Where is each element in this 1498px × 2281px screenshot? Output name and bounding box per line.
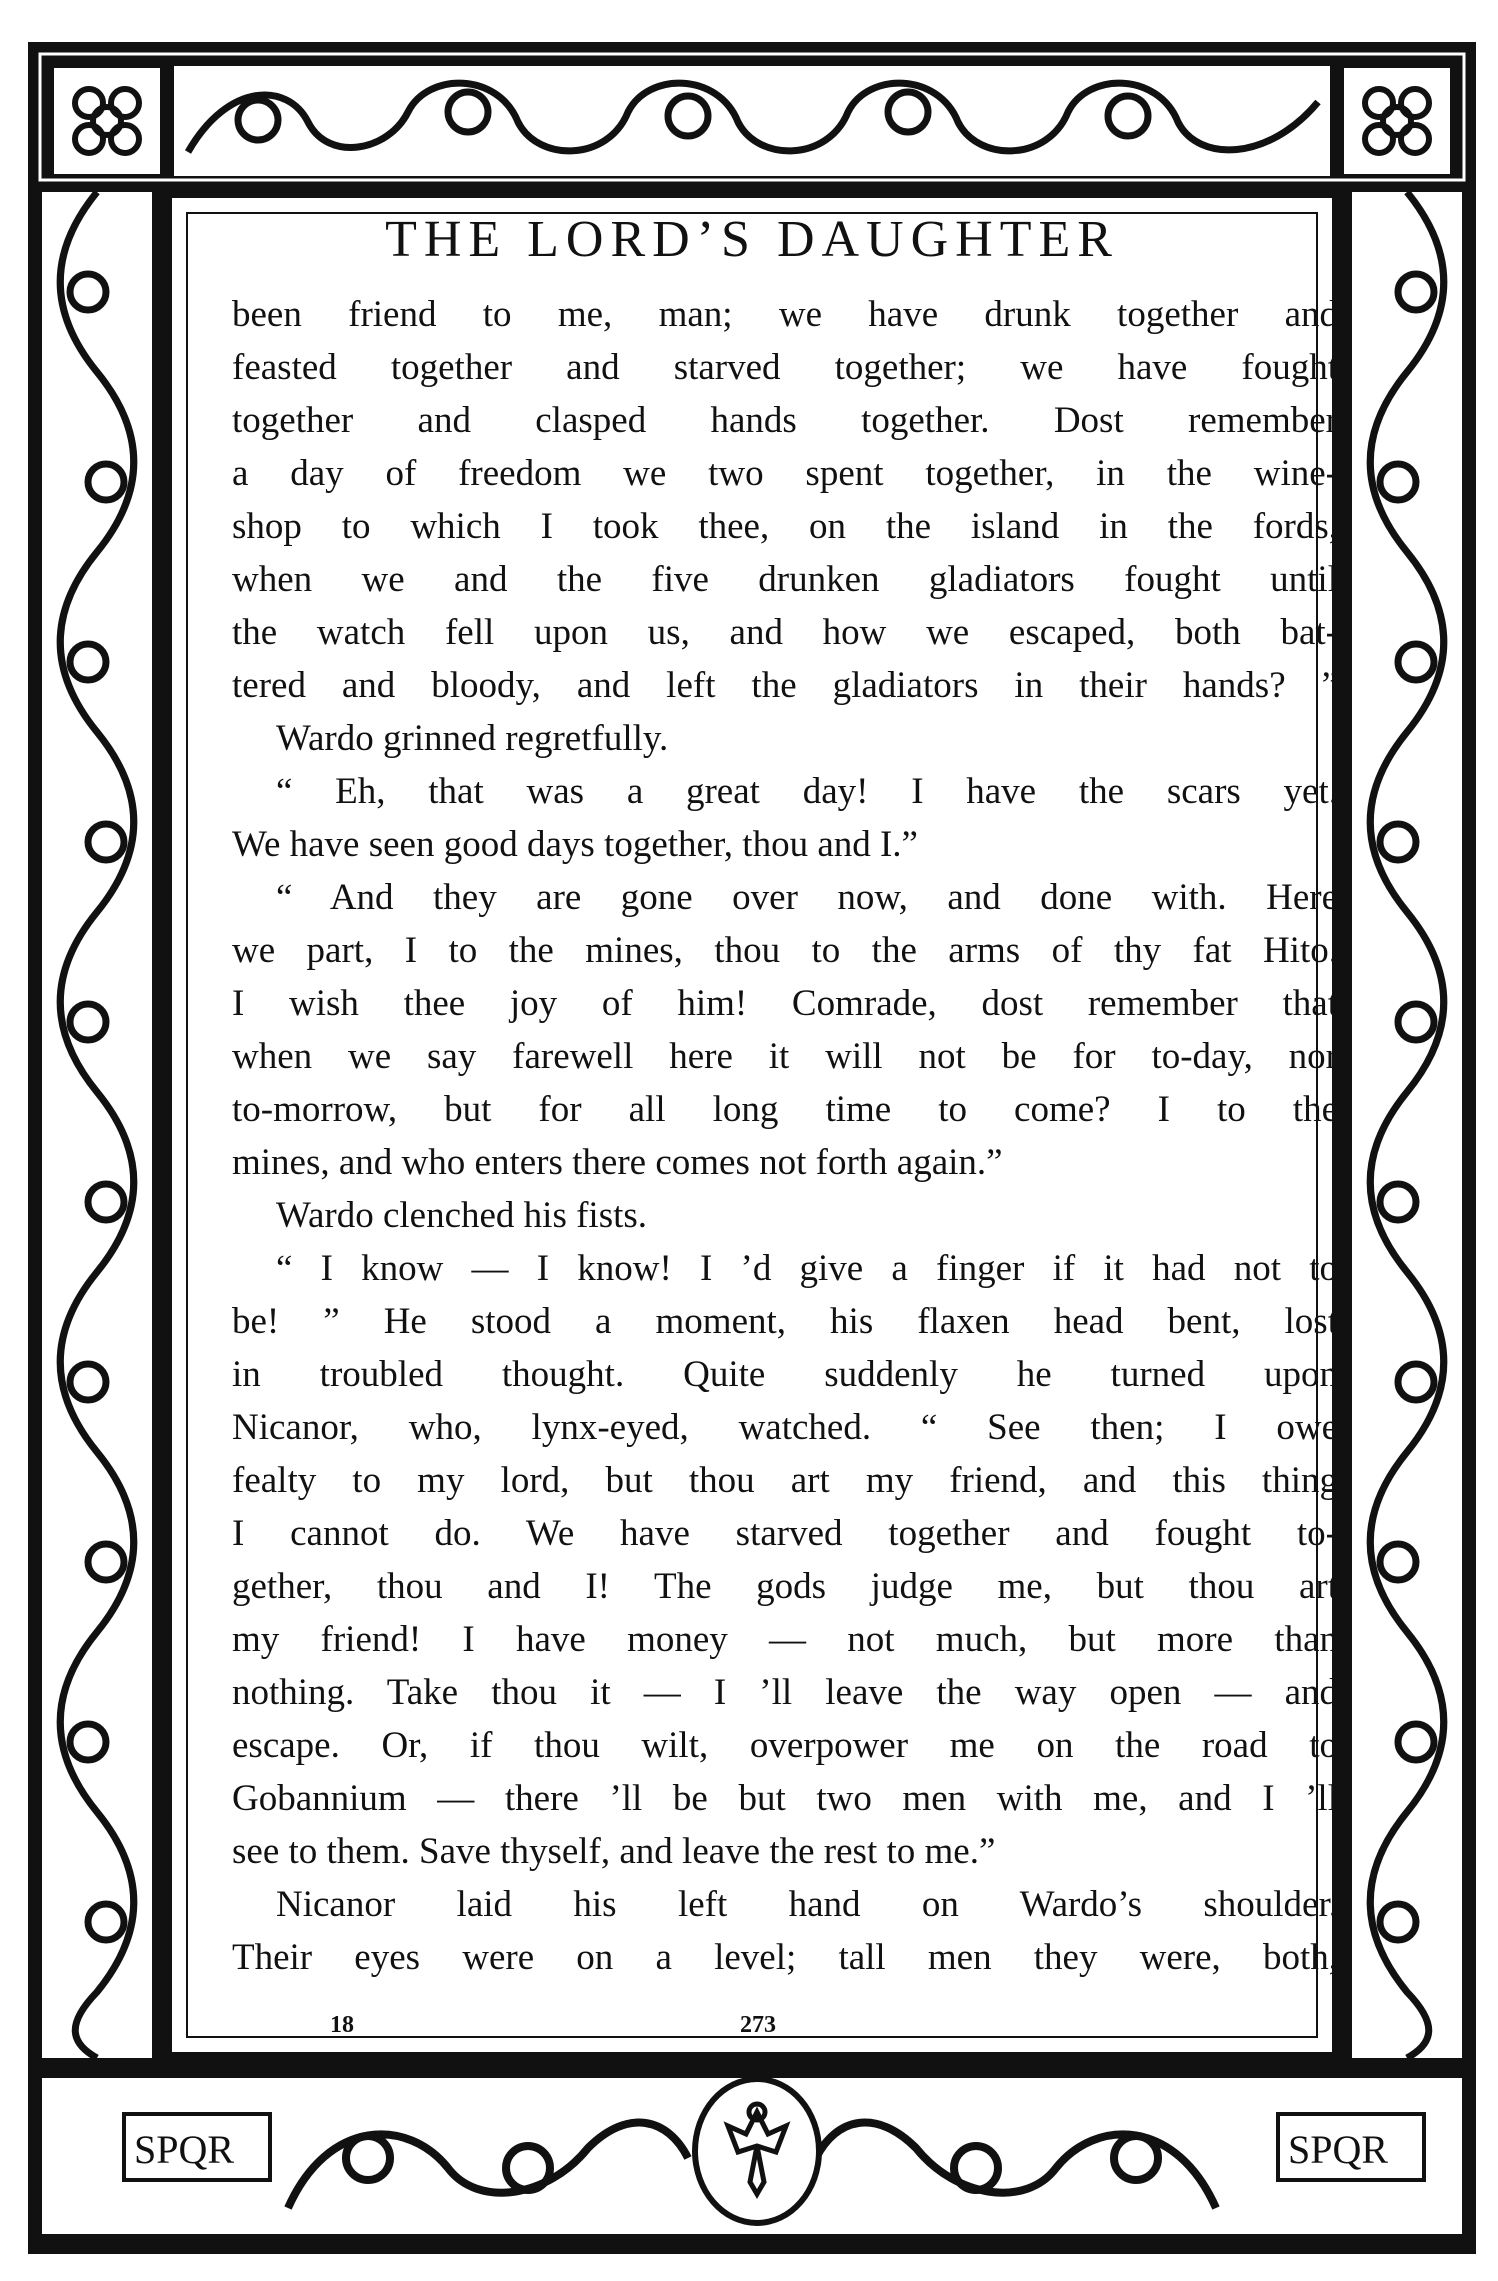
signature-mark: 18 [330, 2012, 354, 2038]
text-line: we part, I to the mines, thou to the arms of thy fat Hito. [232, 930, 1338, 971]
text-line: when we say farewell here it will not be for to-day, nor [232, 1036, 1338, 1077]
text-line: escape. Or, if thou wilt, overpower me on the road to [232, 1725, 1338, 1766]
text-line: I wish thee joy of him! Comrade, dost remember that [232, 983, 1338, 1024]
text-line: Wardo clenched his fists. [276, 1195, 648, 1236]
text-line: in troubled thought. Quite suddenly he turned upon [232, 1354, 1338, 1395]
text-line: feasted together and starved together; we have fought [232, 347, 1338, 388]
text-line: shop to which I took thee, on the island in the fords, [232, 506, 1338, 547]
text-line: been friend to me, man; we have drunk together and [232, 294, 1338, 335]
text-line: Nicanor laid his left hand on Wardo’s shoulder. [276, 1884, 1338, 1925]
text-line: “ And they are gone over now, and done with. Here [276, 877, 1338, 918]
text-line: together and clasped hands together. Dost remember [232, 400, 1338, 441]
text-line: be! ” He stood a moment, his flaxen head bent, lost [232, 1301, 1338, 1342]
text-line: see to them. Save thyself, and leave the rest to me.” [232, 1831, 996, 1872]
page-title: THE LORD’S DAUGHTER [385, 211, 1119, 268]
text-line: Their eyes were on a level; tall men they were, both, [232, 1937, 1338, 1978]
text-line: “ I know — I know! I ’d give a finger if it had not to [276, 1248, 1338, 1289]
text-line: mines, and who enters there comes not forth again.” [232, 1142, 1003, 1183]
text-line: I cannot do. We have starved together and fought to- [232, 1513, 1338, 1554]
text-line: “ Eh, that was a great day! I have the scars yet. [276, 771, 1338, 812]
page-number: 273 [740, 2012, 776, 2038]
left-ornament-band [28, 192, 166, 2058]
text-line: gether, thou and I! The gods judge me, but thou art [232, 1566, 1338, 1607]
spqr-plaque-left: SPQR [122, 2112, 272, 2182]
text-line: fealty to my lord, but thou art my friend, and this thing [232, 1460, 1338, 1501]
text-line: the watch fell upon us, and how we escaped, both bat- [232, 612, 1338, 653]
text-line: We have seen good days together, thou and I.” [232, 824, 918, 865]
text-body [232, 288, 1338, 1984]
text-line: when we and the five drunken gladiators fought until [232, 559, 1338, 600]
text-line: to-morrow, but for all long time to come? I to the [232, 1089, 1338, 1130]
right-ornament-band [1338, 192, 1476, 2058]
text-line: Nicanor, who, lynx-eyed, watched. “ See then; I owe [232, 1407, 1338, 1448]
spqr-plaque-right: SPQR [1276, 2112, 1426, 2182]
text-line: nothing. Take thou it — I ’ll leave the way open — and [232, 1672, 1338, 1713]
text-line: Wardo grinned regretfully. [276, 718, 669, 759]
top-ornament-band [28, 42, 1476, 192]
eagle-medallion [692, 2076, 822, 2226]
text-line: a day of freedom we two spent together, in the wine- [232, 453, 1338, 494]
eagle-icon [728, 2104, 786, 2194]
text-line: Gobannium — there ’ll be but two men with me, and I ’ll [232, 1778, 1338, 1819]
text-line: tered and bloody, and left the gladiators in their hands? ” [232, 665, 1338, 706]
text-line: my friend! I have money — not much, but more than [232, 1619, 1338, 1660]
